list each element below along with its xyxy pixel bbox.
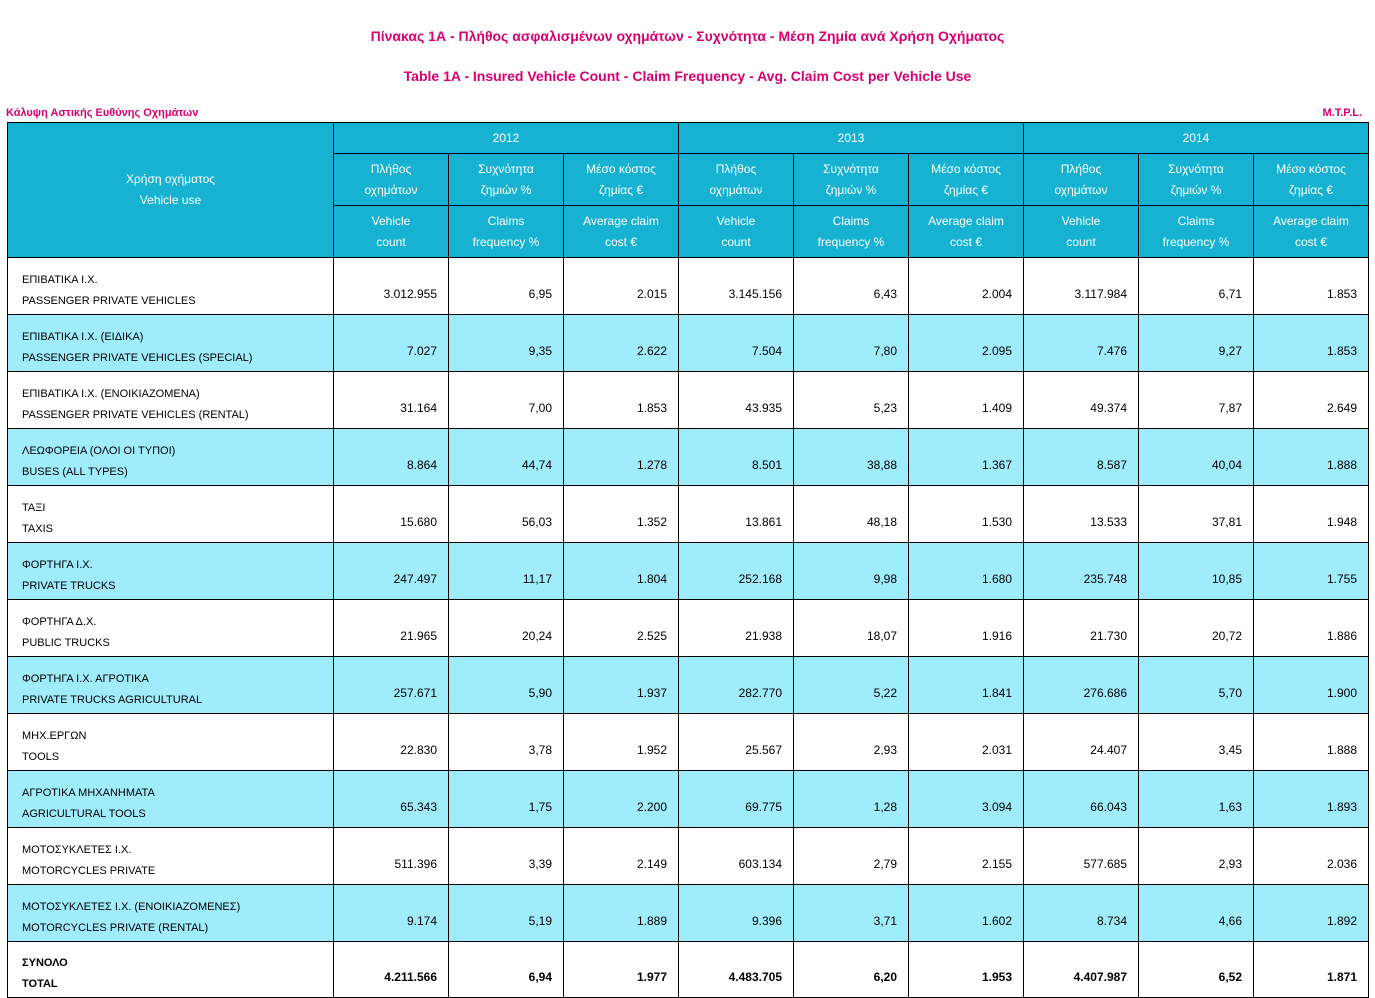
value-cell: 5,22 — [794, 657, 909, 714]
column-header-en-line: Average claim — [928, 213, 1004, 228]
value-cell: 247.497 — [334, 543, 449, 600]
value-cell: 2,79 — [794, 828, 909, 885]
value-cell: 4.483.705 — [679, 942, 794, 998]
column-header-gr — [1139, 154, 1254, 206]
column-header-en — [679, 206, 794, 258]
value-cell: 8.501 — [679, 429, 794, 486]
value-cell: 5,19 — [449, 885, 564, 942]
value-cell: 3,45 — [1139, 714, 1254, 771]
value-cell: 4,66 — [1139, 885, 1254, 942]
column-header-en — [334, 206, 449, 258]
column-header-gr — [679, 154, 794, 206]
year-header: 2014 — [1024, 123, 1369, 154]
value-cell: 7.476 — [1024, 315, 1139, 372]
vehicle-use-header-en: Vehicle use — [139, 193, 202, 207]
value-cell: 7.027 — [334, 315, 449, 372]
vehicle-use-cell — [8, 771, 334, 828]
table-header — [8, 123, 1369, 258]
value-cell: 9,98 — [794, 543, 909, 600]
vehicle-use-greek: ΜΟΤΟΣΥΚΛΕΤΕΣ Ι.Χ. (ΕΝΟΙΚΙΑΖΟΜΕΝΕΣ) — [22, 901, 241, 913]
value-cell: 1.953 — [909, 942, 1024, 998]
data-table — [7, 122, 1369, 998]
value-cell: 2.622 — [564, 315, 679, 372]
value-cell: 4.211.566 — [334, 942, 449, 998]
table-row — [8, 258, 1369, 315]
column-header-gr-line: Μέσο κόστος — [586, 161, 656, 176]
column-header-en-line: Claims — [832, 213, 870, 228]
column-header-en-line: frequency % — [472, 234, 540, 249]
column-header-gr-line: ζημίας € — [1288, 182, 1334, 197]
total-row — [8, 942, 1369, 998]
table-body — [8, 258, 1369, 998]
column-header-gr-line: Συχνότητα — [478, 161, 534, 176]
vehicle-use-greek: ΦΟΡΤΗΓΑ Ι.Χ. ΑΓΡΟΤΙΚΑ — [22, 673, 149, 685]
column-header-en-line: count — [721, 234, 751, 249]
value-cell: 8.864 — [334, 429, 449, 486]
column-header-gr-line: Μέσο κόστος — [931, 161, 1001, 176]
vehicle-use-english: PASSENGER PRIVATE VEHICLES — [22, 295, 196, 307]
vehicle-use-greek: ΕΠΙΒΑΤΙΚΑ Ι.Χ. — [22, 274, 98, 286]
value-cell: 13.533 — [1024, 486, 1139, 543]
value-cell: 1.952 — [564, 714, 679, 771]
column-header-en-line: count — [376, 234, 406, 249]
value-cell: 9.396 — [679, 885, 794, 942]
value-cell: 48,18 — [794, 486, 909, 543]
value-cell: 1.367 — [909, 429, 1024, 486]
coverage-label-greek: Κάλυψη Αστικής Ευθύνης Οχημάτων — [6, 107, 199, 119]
value-cell: 1.409 — [909, 372, 1024, 429]
column-header-gr-line: ζημίας € — [598, 182, 644, 197]
value-cell: 5,70 — [1139, 657, 1254, 714]
table-row — [8, 543, 1369, 600]
column-header-en-line: Claims — [1177, 213, 1215, 228]
value-cell: 20,24 — [449, 600, 564, 657]
value-cell: 43.935 — [679, 372, 794, 429]
vehicle-use-english: MOTORCYCLES PRIVATE (RENTAL) — [22, 922, 209, 934]
column-header-en-line: Average claim — [583, 213, 659, 228]
vehicle-use-english: PASSENGER PRIVATE VEHICLES (RENTAL) — [22, 409, 249, 421]
table-row — [8, 828, 1369, 885]
vehicle-use-cell — [8, 258, 334, 315]
value-cell: 3.012.955 — [334, 258, 449, 315]
vehicle-use-greek: ΑΓΡΟΤΙΚΑ ΜΗΧΑΝΗΜΑΤΑ — [22, 787, 155, 799]
value-cell: 1.893 — [1254, 771, 1369, 828]
vehicle-use-english: PUBLIC TRUCKS — [22, 637, 110, 649]
vehicle-use-english: TAXIS — [22, 523, 53, 535]
vehicle-use-english: MOTORCYCLES PRIVATE — [22, 865, 156, 877]
value-cell: 1.680 — [909, 543, 1024, 600]
column-header-gr-line: ζημιών % — [480, 182, 532, 197]
value-cell: 1.948 — [1254, 486, 1369, 543]
value-cell: 65.343 — [334, 771, 449, 828]
value-cell: 2.031 — [909, 714, 1024, 771]
value-cell: 1.853 — [1254, 315, 1369, 372]
column-header-en-line: Vehicle — [716, 213, 756, 228]
value-cell: 4.407.987 — [1024, 942, 1139, 998]
value-cell: 3,71 — [794, 885, 909, 942]
page-title-greek: Πίνακας 1Α - Πλήθος ασφαλισμένων οχημάτων - Συχνότητα - Μέση Ζημία ανά Χρήση Οχήματος — [370, 28, 1005, 44]
column-header-gr-line: Μέσο κόστος — [1276, 161, 1346, 176]
column-header-en-line: cost € — [949, 234, 982, 249]
value-cell: 1.841 — [909, 657, 1024, 714]
value-cell: 38,88 — [794, 429, 909, 486]
value-cell: 18,07 — [794, 600, 909, 657]
column-header-gr-line: Συχνότητα — [1168, 161, 1224, 176]
value-cell: 1.871 — [1254, 942, 1369, 998]
vehicle-use-cell — [8, 429, 334, 486]
value-cell: 2.525 — [564, 600, 679, 657]
column-header-en — [1024, 206, 1139, 258]
value-cell: 3.145.156 — [679, 258, 794, 315]
value-cell: 13.861 — [679, 486, 794, 543]
value-cell: 31.164 — [334, 372, 449, 429]
value-cell: 2.015 — [564, 258, 679, 315]
column-header-gr-line: ζημιών % — [825, 182, 877, 197]
column-header-gr-line: Συχνότητα — [823, 161, 879, 176]
column-header-en — [449, 206, 564, 258]
column-header-gr — [1024, 154, 1139, 206]
column-header-gr-line: Πλήθος — [1060, 161, 1102, 176]
value-cell: 1.278 — [564, 429, 679, 486]
vehicle-use-greek: ΦΟΡΤΗΓΑ Ι.Χ. — [22, 559, 93, 571]
column-header-gr-line: οχημάτων — [1054, 182, 1108, 197]
value-cell: 1.977 — [564, 942, 679, 998]
value-cell: 9.174 — [334, 885, 449, 942]
value-cell: 2.649 — [1254, 372, 1369, 429]
vehicle-use-greek: ΦΟΡΤΗΓΑ Δ.Χ. — [22, 616, 97, 628]
vehicle-use-english: TOOLS — [22, 751, 60, 763]
vehicle-use-cell — [8, 372, 334, 429]
vehicle-use-greek: ΜΗΧ.ΕΡΓΩΝ — [22, 730, 87, 742]
value-cell: 24.407 — [1024, 714, 1139, 771]
value-cell: 1.889 — [564, 885, 679, 942]
column-header-en-line: Vehicle — [1061, 213, 1101, 228]
value-cell: 20,72 — [1139, 600, 1254, 657]
column-header-en-line: count — [1066, 234, 1096, 249]
vehicle-use-english: PRIVATE TRUCKS — [22, 580, 116, 592]
value-cell: 40,04 — [1139, 429, 1254, 486]
vehicle-use-greek: ΕΠΙΒΑΤΙΚΑ Ι.Χ. (ΕΝΟΙΚΙΑΖΟΜΕΝΑ) — [22, 388, 200, 400]
value-cell: 2,93 — [1139, 828, 1254, 885]
value-cell: 7,80 — [794, 315, 909, 372]
column-header-en — [794, 206, 909, 258]
value-cell: 2,93 — [794, 714, 909, 771]
value-cell: 7,87 — [1139, 372, 1254, 429]
column-header-en-line: frequency % — [817, 234, 885, 249]
year-header: 2012 — [334, 123, 679, 154]
value-cell: 252.168 — [679, 543, 794, 600]
value-cell: 1,28 — [794, 771, 909, 828]
value-cell: 7.504 — [679, 315, 794, 372]
value-cell: 9,27 — [1139, 315, 1254, 372]
vehicle-use-cell — [8, 543, 334, 600]
vehicle-use-english: BUSES (ALL TYPES) — [22, 466, 128, 478]
value-cell: 6,20 — [794, 942, 909, 998]
value-cell: 5,23 — [794, 372, 909, 429]
column-header-en — [564, 206, 679, 258]
value-cell: 69.775 — [679, 771, 794, 828]
column-header-gr-line: οχημάτων — [709, 182, 763, 197]
column-header-gr-line: ζημιών % — [1170, 182, 1222, 197]
value-cell: 37,81 — [1139, 486, 1254, 543]
vehicle-use-cell — [8, 315, 334, 372]
vehicle-use-greek: ΤΑΞΙ — [22, 502, 46, 514]
value-cell: 282.770 — [679, 657, 794, 714]
column-header-en-line: Vehicle — [371, 213, 411, 228]
vehicle-use-cell — [8, 828, 334, 885]
column-header-en — [909, 206, 1024, 258]
value-cell: 9,35 — [449, 315, 564, 372]
vehicle-use-cell — [8, 657, 334, 714]
value-cell: 1,63 — [1139, 771, 1254, 828]
coverage-label-english: M.T.P.L. — [1322, 107, 1362, 119]
page-title-english: Table 1A - Insured Vehicle Count - Claim Frequency - Avg. Claim Cost per Vehicle Use — [403, 68, 972, 84]
value-cell: 1.755 — [1254, 543, 1369, 600]
column-header-en — [1254, 206, 1369, 258]
value-cell: 8.734 — [1024, 885, 1139, 942]
value-cell: 11,17 — [449, 543, 564, 600]
value-cell: 276.686 — [1024, 657, 1139, 714]
vehicle-use-header — [8, 123, 334, 258]
value-cell: 3.094 — [909, 771, 1024, 828]
value-cell: 6,95 — [449, 258, 564, 315]
vehicle-use-cell — [8, 885, 334, 942]
vehicle-use-greek: ΜΟΤΟΣΥΚΛΕΤΕΣ Ι.Χ. — [22, 844, 132, 856]
value-cell: 1.886 — [1254, 600, 1369, 657]
value-cell: 2.155 — [909, 828, 1024, 885]
value-cell: 6,52 — [1139, 942, 1254, 998]
vehicle-use-english: PASSENGER PRIVATE VEHICLES (SPECIAL) — [22, 352, 253, 364]
year-header: 2013 — [679, 123, 1024, 154]
vehicle-use-cell — [8, 600, 334, 657]
column-header-gr — [564, 154, 679, 206]
value-cell: 1.892 — [1254, 885, 1369, 942]
vehicle-use-greek: ΛΕΩΦΟΡΕΙΑ (ΟΛΟΙ ΟΙ ΤΥΠΟΙ) — [22, 445, 176, 457]
vehicle-use-cell — [8, 714, 334, 771]
column-header-gr-line: ζημίας € — [943, 182, 989, 197]
column-header-gr — [794, 154, 909, 206]
value-cell: 21.730 — [1024, 600, 1139, 657]
column-header-en-line: cost € — [1294, 234, 1327, 249]
column-header-en-line: frequency % — [1162, 234, 1230, 249]
table-row — [8, 429, 1369, 486]
value-cell: 3,78 — [449, 714, 564, 771]
value-cell: 1.853 — [1254, 258, 1369, 315]
column-header-gr-line: οχημάτων — [364, 182, 418, 197]
value-cell: 7,00 — [449, 372, 564, 429]
column-header-gr-line: Πλήθος — [370, 161, 412, 176]
value-cell: 1.853 — [564, 372, 679, 429]
column-header-gr — [449, 154, 564, 206]
value-cell: 511.396 — [334, 828, 449, 885]
column-header-en — [1139, 206, 1254, 258]
value-cell: 2.004 — [909, 258, 1024, 315]
vehicle-use-cell — [8, 942, 334, 998]
value-cell: 2.149 — [564, 828, 679, 885]
value-cell: 21.938 — [679, 600, 794, 657]
vehicle-use-greek: ΕΠΙΒΑΤΙΚΑ Ι.Χ. (ΕΙΔΙΚΑ) — [22, 331, 144, 343]
column-header-en-line: Average claim — [1273, 213, 1349, 228]
value-cell: 66.043 — [1024, 771, 1139, 828]
value-cell: 8.587 — [1024, 429, 1139, 486]
table-row — [8, 486, 1369, 543]
value-cell: 1.602 — [909, 885, 1024, 942]
value-cell: 1.352 — [564, 486, 679, 543]
value-cell: 1,75 — [449, 771, 564, 828]
value-cell: 1.888 — [1254, 429, 1369, 486]
value-cell: 22.830 — [334, 714, 449, 771]
table-row — [8, 657, 1369, 714]
table-row — [8, 885, 1369, 942]
value-cell: 25.567 — [679, 714, 794, 771]
column-header-gr — [334, 154, 449, 206]
value-cell: 1.900 — [1254, 657, 1369, 714]
table-row — [8, 315, 1369, 372]
table-row — [8, 714, 1369, 771]
value-cell: 6,43 — [794, 258, 909, 315]
value-cell: 577.685 — [1024, 828, 1139, 885]
table-row — [8, 600, 1369, 657]
value-cell: 1.530 — [909, 486, 1024, 543]
value-cell: 1.937 — [564, 657, 679, 714]
value-cell: 257.671 — [334, 657, 449, 714]
column-header-gr-line: Πλήθος — [715, 161, 757, 176]
column-header-gr — [1254, 154, 1369, 206]
value-cell: 5,90 — [449, 657, 564, 714]
table-row — [8, 372, 1369, 429]
value-cell: 2.200 — [564, 771, 679, 828]
value-cell: 1.888 — [1254, 714, 1369, 771]
table-row — [8, 771, 1369, 828]
value-cell: 3.117.984 — [1024, 258, 1139, 315]
value-cell: 56,03 — [449, 486, 564, 543]
value-cell: 235.748 — [1024, 543, 1139, 600]
value-cell: 6,71 — [1139, 258, 1254, 315]
vehicle-use-english: AGRICULTURAL TOOLS — [22, 808, 146, 820]
vehicle-use-cell — [8, 486, 334, 543]
value-cell: 10,85 — [1139, 543, 1254, 600]
value-cell: 2.036 — [1254, 828, 1369, 885]
value-cell: 3,39 — [449, 828, 564, 885]
value-cell: 44,74 — [449, 429, 564, 486]
value-cell: 49.374 — [1024, 372, 1139, 429]
column-header-en-line: cost € — [604, 234, 637, 249]
vehicle-use-header-gr: Χρήση οχήματος — [125, 172, 216, 186]
value-cell: 15.680 — [334, 486, 449, 543]
vehicle-use-english: PRIVATE TRUCKS AGRICULTURAL — [22, 694, 203, 706]
value-cell: 603.134 — [679, 828, 794, 885]
value-cell: 21.965 — [334, 600, 449, 657]
vehicle-use-english: TOTAL — [22, 978, 58, 990]
column-header-en-line: Claims — [487, 213, 525, 228]
vehicle-use-greek: ΣΥΝΟΛΟ — [22, 957, 68, 969]
value-cell: 1.916 — [909, 600, 1024, 657]
column-header-gr — [909, 154, 1024, 206]
value-cell: 2.095 — [909, 315, 1024, 372]
value-cell: 1.804 — [564, 543, 679, 600]
value-cell: 6,94 — [449, 942, 564, 998]
